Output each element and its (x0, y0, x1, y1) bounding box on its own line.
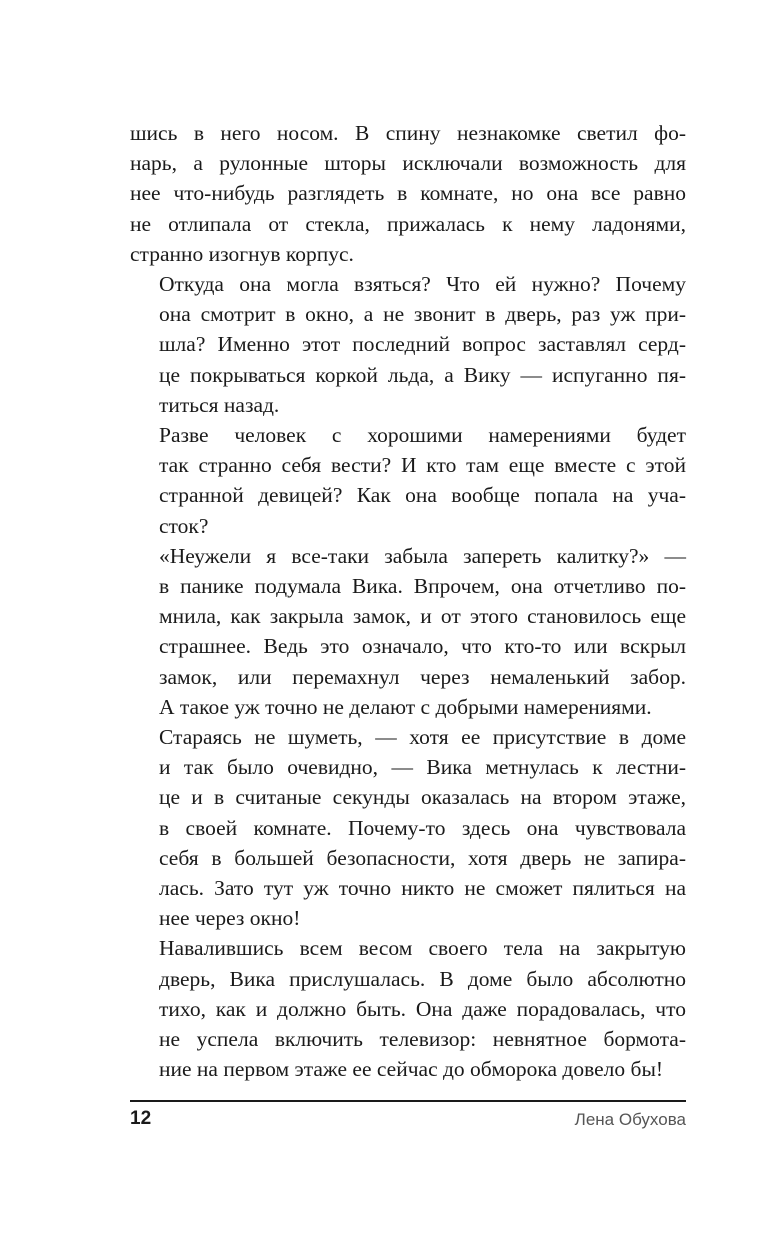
text-line: шла? Именно этот последний вопрос заставлял серд- (159, 332, 686, 357)
paragraph (130, 722, 686, 933)
text-line: шись в него носом. В спину незнакомке светил фо- (130, 121, 686, 145)
page-number: 12 (130, 1108, 152, 1129)
text-line: сток? (159, 513, 209, 538)
page-footer (130, 1100, 686, 1142)
text-line: лась. Зато тут уж точно никто не сможет пялиться на (159, 876, 686, 901)
paragraph (130, 933, 686, 1084)
paragraph (130, 420, 686, 541)
text-line: странной девицей? Как она вообще попала на уча- (159, 483, 686, 508)
text-line: тихо, как и должно быть. Она даже порадовалась, что (159, 996, 686, 1021)
paragraph (130, 118, 686, 269)
text-line: мнила, как закрыла замок, и от этого становилось еще (159, 604, 686, 629)
running-footer-author: Лена Обухова (574, 1110, 686, 1129)
text-line: страшнее. Ведь это означало, что кто-то или вскрыл (159, 634, 686, 659)
text-line: нее что-нибудь разглядеть в комнате, но она все равно (130, 181, 686, 206)
text-line: замок, или перемахнул через немаленький забор. (159, 664, 686, 689)
text-line: дверь, Вика прислушалась. В доме было абсолютно (159, 966, 686, 991)
text-line: Стараясь не шуметь, — хотя ее присутствие в доме (159, 725, 686, 750)
text-line: титься назад. (159, 392, 280, 417)
text-line: нарь, а рулонные шторы исключали возможность для (130, 151, 686, 176)
text-line: не успела включить телевизор: невнятное бормота- (159, 1027, 686, 1052)
paragraph (130, 269, 686, 420)
page-body (130, 118, 686, 1085)
text-line: нее через окно! (159, 906, 301, 931)
text-line: она смотрит в окно, а не звонит в дверь, раз уж при- (159, 302, 686, 327)
text-line: Разве человек с хорошими намерениями будет (159, 423, 686, 448)
paragraph (130, 541, 686, 722)
text-line: це покрываться коркой льда, а Вику — испуганно пя- (159, 362, 686, 387)
text-line: так странно себя вести? И кто там еще вместе с этой (159, 453, 686, 478)
text-line: в своей комнате. Почему-то здесь она чувствовала (159, 815, 686, 840)
text-line: странно изогнув корпус. (130, 241, 354, 266)
text-line: А такое уж точно не делают с добрыми намерениями. (159, 694, 652, 719)
main-text (130, 118, 686, 1085)
text-line: «Неужели я все-таки забыла запереть калитку?» — (159, 543, 686, 568)
text-line: це и в считаные секунды оказалась на втором этаже, (159, 785, 686, 810)
text-line: в панике подумала Вика. Впрочем, она отчетливо по- (159, 574, 686, 599)
text-line: и так было очевидно, — Вика метнулась к лестни- (159, 755, 686, 780)
text-line: Откуда она могла взяться? Что ей нужно? Почему (159, 272, 686, 297)
text-line: Навалившись всем весом своего тела на закрытую (159, 936, 686, 961)
text-line: не отлипала от стекла, прижалась к нему ладонями, (130, 211, 686, 236)
text-line: себя в большей безопасности, хотя дверь не запира- (159, 845, 686, 870)
text-line: ние на первом этаже ее сейчас до обморока довело бы! (159, 1057, 664, 1082)
